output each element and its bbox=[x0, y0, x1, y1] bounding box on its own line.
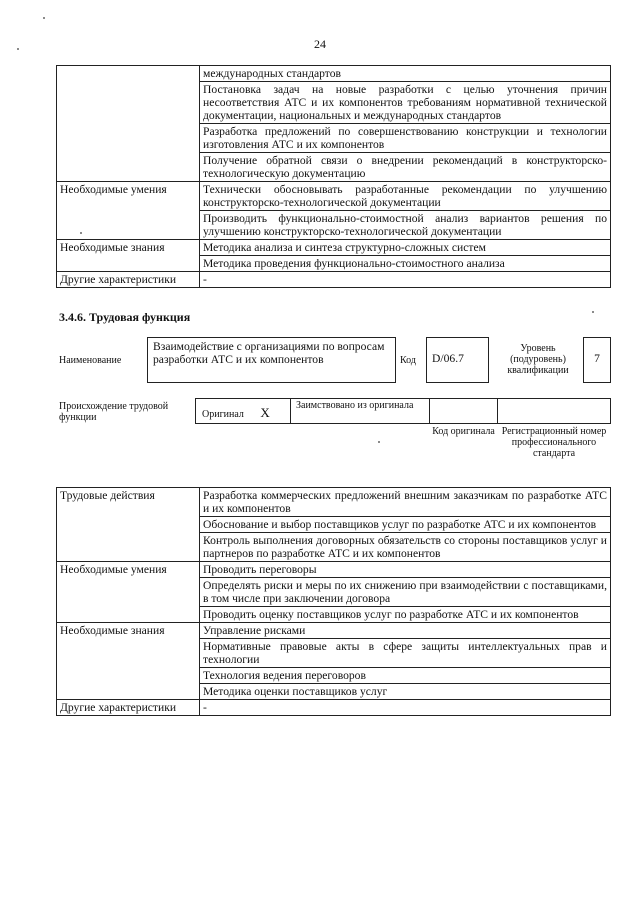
level-value-box bbox=[583, 337, 611, 383]
row-value: Проводить оценку поставщиков услуг по разработке АТС и их компонентов bbox=[200, 607, 611, 623]
row-label: Другие характеристики bbox=[57, 700, 200, 716]
row-value: международных стандартов bbox=[200, 66, 611, 82]
reg-number-label: Регистрационный номер профессионального стандарта bbox=[501, 426, 607, 459]
row-value: Методика проведения функционально-стоимостного анализа bbox=[200, 256, 611, 272]
orig-code-label: Код оригинала bbox=[432, 426, 495, 437]
top-characteristics-table bbox=[56, 65, 611, 288]
row-value: Методика оценки поставщиков услуг bbox=[200, 684, 611, 700]
section-title: 3.4.6. Трудовая функция bbox=[59, 310, 191, 324]
row-label: Другие характеристики bbox=[57, 272, 200, 288]
row-value: Производить функционально-стоимостной анализ вариантов решения по улучшению конструкторско-технологической документации bbox=[200, 211, 611, 240]
row-value: Технология ведения переговоров bbox=[200, 668, 611, 684]
row-label: Необходимые умения bbox=[57, 562, 200, 623]
origin-label: Происхождение трудовой функции bbox=[59, 401, 169, 423]
scan-speck bbox=[80, 232, 82, 234]
borrowed-box bbox=[290, 398, 430, 424]
table-row bbox=[57, 66, 611, 82]
table-row bbox=[57, 623, 611, 639]
row-value: Управление рисками bbox=[200, 623, 611, 639]
orig-code-box bbox=[429, 398, 498, 424]
table-row bbox=[57, 700, 611, 716]
scan-speck bbox=[592, 311, 594, 313]
borrowed-label: Заимствовано из оригинала bbox=[296, 400, 414, 411]
scan-speck bbox=[43, 17, 45, 19]
row-label: Трудовые действия bbox=[57, 488, 200, 562]
labor-function-table bbox=[56, 487, 611, 716]
row-value: Определять риски и меры по их снижению при взаимодействии с поставщиками, в том числе при заключении договора bbox=[200, 578, 611, 607]
row-label bbox=[57, 66, 200, 182]
code-label: Код bbox=[400, 355, 416, 366]
level-value: 7 bbox=[594, 352, 600, 365]
level-label: Уровень (подуровень) квалификации bbox=[507, 343, 569, 376]
table-row bbox=[57, 182, 611, 211]
row-value: Постановка задач на новые разработки с целью уточнения причин несоответствия АТС и их компонентов требованиям нормативной технической документации, национальных и международных стандартов bbox=[200, 82, 611, 124]
scan-speck bbox=[378, 441, 380, 443]
original-label: Оригинал bbox=[202, 409, 244, 420]
row-value: Нормативные правовые акты в сфере защиты интеллектуальных прав и технологии bbox=[200, 639, 611, 668]
row-label: Необходимые знания bbox=[57, 240, 200, 272]
row-value: - bbox=[200, 272, 611, 288]
row-value: Разработка предложений по совершенствованию конструкции и технологии изготовления АТС и их компонентов bbox=[200, 124, 611, 153]
row-label: Необходимые знания bbox=[57, 623, 200, 700]
table-row bbox=[57, 488, 611, 517]
reg-number-box bbox=[497, 398, 611, 424]
page-number: 24 bbox=[314, 37, 326, 51]
original-box bbox=[195, 398, 291, 424]
table-row bbox=[57, 562, 611, 578]
name-value-box bbox=[147, 337, 396, 383]
row-value: Контроль выполнения договорных обязательств со стороны поставщиков услуг и партнеров по разработке АТС и их компонентов bbox=[200, 533, 611, 562]
code-value-box bbox=[426, 337, 489, 383]
row-value: - bbox=[200, 700, 611, 716]
row-value: Разработка коммерческих предложений внешним заказчикам по разработке АТС и их компонентов bbox=[200, 488, 611, 517]
row-value: Получение обратной связи о внедрении рекомендаций в конструкторско-технологическую документацию bbox=[200, 153, 611, 182]
code-value: D/06.7 bbox=[432, 352, 464, 365]
scan-speck bbox=[17, 48, 19, 50]
name-label: Наименование bbox=[59, 355, 122, 366]
row-value: Технически обосновывать разработанные рекомендации по улучшению конструкторско-технологической документации bbox=[200, 182, 611, 211]
row-label: Необходимые умения bbox=[57, 182, 200, 240]
name-value: Взаимодействие с организациями по вопросам разработки АТС и их компонентов bbox=[153, 340, 385, 366]
original-mark: X bbox=[260, 405, 270, 420]
table-row bbox=[57, 272, 611, 288]
table-row bbox=[57, 240, 611, 256]
row-value: Методика анализа и синтеза структурно-сложных систем bbox=[200, 240, 611, 256]
row-value: Обоснование и выбор поставщиков услуг по разработке АТС и их компонентов bbox=[200, 517, 611, 533]
row-value: Проводить переговоры bbox=[200, 562, 611, 578]
